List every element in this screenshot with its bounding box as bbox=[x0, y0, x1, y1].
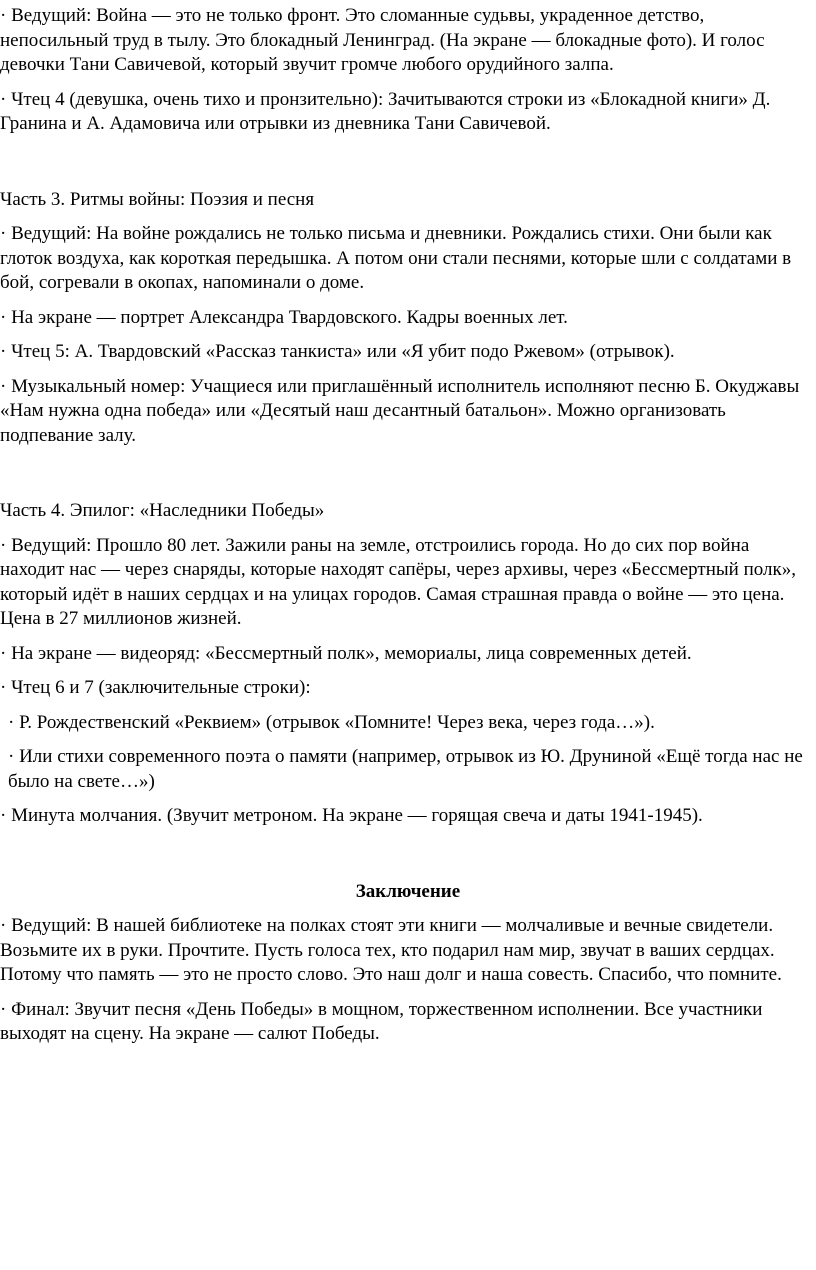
paragraph-modern-poet: · Или стихи современного поэта о памяти (например, отрывок из Ю. Друниной «Ещё тогда нас не было на свете…») bbox=[8, 746, 803, 792]
paragraph-leningrad: · Ведущий: Война — это не только фронт. Это сломанные судьвы, украденное детство, непосильный труд в тылу. Это блокадный Ленинград. (На экране — блокадные фото). И голос девочки Тани Савичевой, который звучит громче любого орудийного залпа. bbox=[0, 5, 765, 75]
paragraph-poetry-song: · Ведущий: На войне рождались не только письма и дневники. Рождались стихи. Они были как глоток воздуха, как короткая передышка. А потом они стали песнями, которые шли с солдатами в бой, согревали в окопах, напоминали о доме. bbox=[0, 223, 792, 293]
heading-part-4: Часть 4. Эпилог: «Наследники Победы» bbox=[0, 500, 325, 521]
paragraph-requiem: · Р. Рождественский «Реквием» (отрывок «Помните! Через века, через года…»). bbox=[8, 711, 655, 733]
paragraph-80-years: · Ведущий: Прошло 80 лет. Зажили раны на земле, отстроились города. Но до сих пор война находит нас — через снаряды, которые находят сапёры, через архивы, через «Бессмертный полк», который идёт в наших сердцах и на улицах городов. Самая страшная правда о войне — это цена. Цена в 27 миллионов жизней. bbox=[0, 534, 796, 629]
paragraph-music-number: · Музыкальный номер: Учащиеся или приглашённый исполнитель исполняют песню Б. Окуджавы «Нам нужна одна победа» или «Десятый наш десантный батальон». Можно организовать подпевание залу. bbox=[0, 375, 800, 446]
paragraph-readers-6-7: · Чтец 6 и 7 (заключительные строки): bbox=[0, 677, 311, 698]
paragraph-reader-5: · Чтец 5: А. Твардовский «Рассказ танкиста» или «Я убит подо Ржевом» (отрывок). bbox=[0, 341, 675, 362]
paragraph-library: · Ведущий: В нашей библиотеке на полках стоят эти книги — молчаливые и вечные свидетели. Возьмите их в руки. Прочтите. Пусть голоса тех, кто подарил нам мир, звучат в ваших сердцах. Потому что память — это не просто слово. Это наш долг и наша совесть. Спасибо, что помните. bbox=[0, 915, 782, 985]
paragraph-screen-tvardovsky: · На экране — портрет Александра Твардовского. Кадры военных лет. bbox=[0, 306, 568, 328]
paragraph-screen-regiment: · На экране — видеоряд: «Бессмертный полк», мемориалы, лица современных детей. bbox=[0, 642, 692, 664]
heading-part-3: Часть 3. Ритмы войны: Поэзия и песня bbox=[0, 188, 315, 210]
paragraph-finale: · Финал: Звучит песня «День Победы» в мощном, торжественном исполнении. Все участники выходят на сцену. На экране — салют Победы. bbox=[0, 998, 763, 1044]
paragraph-minute-silence: · Минута молчания. (Звучит метроном. На экране — горящая свеча и даты 1941-1945). bbox=[0, 805, 703, 826]
paragraph-reader-4: · Чтец 4 (девушка, очень тихо и пронзительно): Зачитываются строки из «Блокадной книги» Д. Гранина и А. Адамовича или отрывки из дневника Тани Савичевой. bbox=[0, 88, 771, 134]
heading-conclusion: Заключение bbox=[355, 880, 461, 902]
